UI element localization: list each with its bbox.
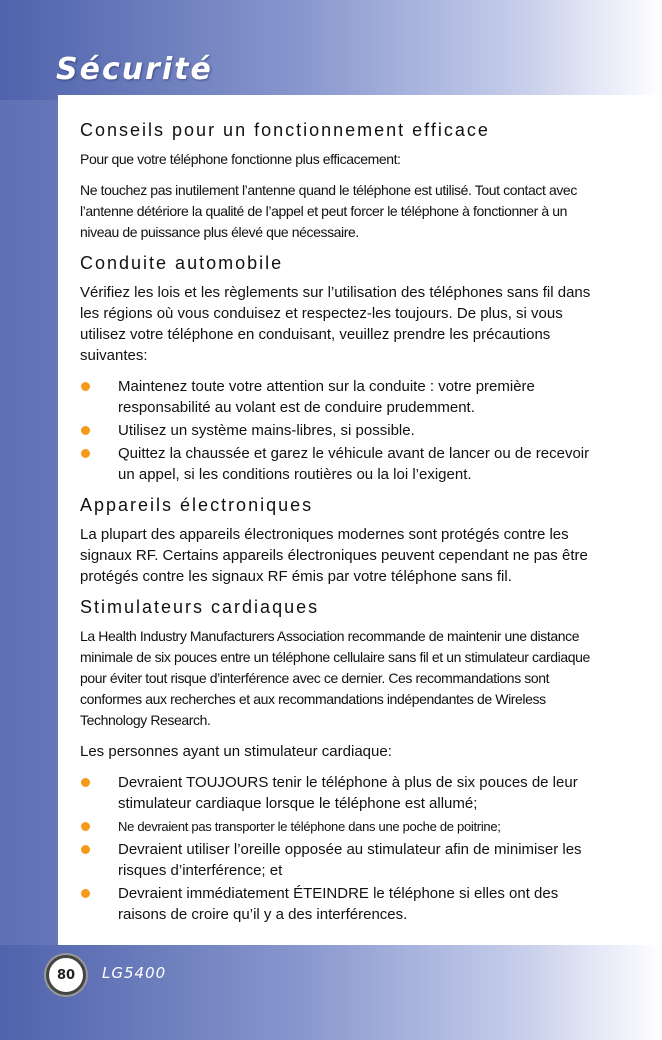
section-pacemakers [80,597,600,925]
paragraph: Vérifiez les lois et les règlements sur l’utilisation des téléphones sans fil dans les régions où vous conduisez et respectez-les toujours. De plus, si vous utilisez votre téléphone en conduisant, veuillez prendre les précautions suivantes: [80,284,591,364]
page-title: Sécurité [56,52,213,87]
section-driving [80,253,600,485]
list-item [80,376,600,418]
content [80,120,600,935]
list-item-text: Maintenez toute votre attention sur la conduite : votre première responsabilité au volant est de conduire prudemment. [118,378,535,416]
paragraph: La Health Industry Manufacturers Association recommande de maintenir une distance minimale de six pouces entre un téléphone cellulaire sans fil et un stimulateur cardiaque pour éviter tout risque d’interférence avec ce dernier. Ces recommandations sont conformes aux recherches et aux recommandations indépendantes de Wireless Technology Research. [80,628,590,728]
bullet-list [80,376,600,485]
paragraph: Ne touchez pas inutilement l’antenne quand le téléphone est utilisé. Tout contact avec l’antenne détériore la qualité de l’appel et peut forcer le téléphone à fonctionner à un niveau de puissance plus élevé que nécessaire. [80,182,577,240]
section-heading: Conduite automobile [80,253,284,273]
section-electronics [80,495,600,587]
list-item-text: Devraient TOUJOURS tenir le téléphone à plus de six pouces de leur stimulateur cardiaque lorsque le téléphone est allumé; [118,774,578,812]
list-item-text: Devraient immédiatement ÉTEINDRE le téléphone si elles ont des raisons de croire qu’il y a des interférences. [118,885,559,923]
list-item-text: Utilisez un système mains-libres, si possible. [118,422,415,439]
model-name: LG5400 [102,964,167,982]
page-number-badge: 80 [46,955,86,995]
list-item [80,420,600,441]
bullet-list [80,772,600,925]
paragraph: Pour que votre téléphone fonctionne plus efficacement: [80,151,401,167]
list-item [80,883,600,925]
list-item [80,816,600,837]
bullet-icon [81,382,90,391]
section-efficiency [80,120,600,243]
list-item-text: Devraient utiliser l’oreille opposée au stimulateur afin de minimiser les risques d’interférence; et [118,841,582,879]
list-item [80,772,600,814]
section-heading: Stimulateurs cardiaques [80,597,320,617]
list-item [80,839,600,881]
bullet-icon [81,778,90,787]
footer-band [0,945,662,1040]
list-item [80,443,600,485]
paragraph: Les personnes ayant un stimulateur cardiaque: [80,743,392,760]
bullet-icon [81,822,90,831]
bullet-icon [81,845,90,854]
paragraph: La plupart des appareils électroniques modernes sont protégés contre les signaux RF. Certains appareils électroniques peuvent cependant ne pas être protégés contre les signaux RF émis par votre téléphone sans fil. [80,526,588,585]
section-heading: Conseils pour un fonctionnement efficace [80,120,490,140]
bullet-icon [81,449,90,458]
bullet-icon [81,426,90,435]
list-item-text: Ne devraient pas transporter le téléphone dans une poche de poitrine; [118,819,501,834]
list-item-text: Quittez la chaussée et garez le véhicule avant de lancer ou de recevoir un appel, si les conditions routières ou la loi l’exigent. [118,445,590,483]
bullet-icon [81,889,90,898]
section-heading: Appareils électroniques [80,495,314,515]
